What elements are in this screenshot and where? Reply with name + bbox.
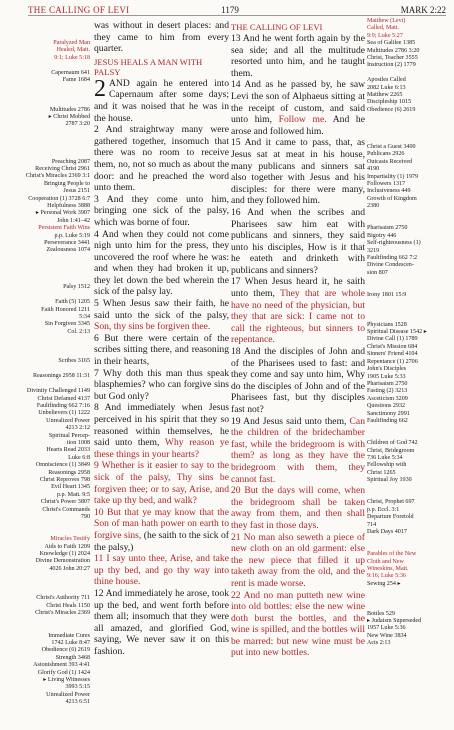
margin-note: Christ's Miracles 2369 bbox=[35, 610, 90, 617]
margin-note: Publicans 2926 bbox=[367, 151, 405, 158]
margin-note: tion 1008 bbox=[66, 439, 90, 446]
margin-note: Omniscience (1) 3849 bbox=[35, 462, 90, 469]
margin-note bbox=[367, 299, 451, 306]
verse-8: 8 And immediately when Jesus perceived in his spirit that they so reasoned within themselves, he said unto them, Why reason ye these things in your hearts? bbox=[94, 402, 229, 460]
margin-note: 1905 Luke 5:33 bbox=[367, 373, 406, 380]
margin-note: Physicians 1528 bbox=[367, 321, 407, 328]
margin-note: Called, Matt. bbox=[367, 25, 399, 32]
verse-11: 11 I say unto thee, Arise, and take up thy bed, and go thy way into thine house. bbox=[94, 553, 229, 588]
margin-note: Aids to Faith 1209 bbox=[44, 543, 90, 550]
verse-9: 9 Whether is it easier to say to the sick of the palsy, Thy sins be forgiven thee; or to say, Arise, and take up thy bed, and walk? bbox=[94, 460, 229, 507]
margin-note bbox=[2, 366, 90, 373]
margin-note: 9:1; Luke 5:18 bbox=[54, 54, 90, 61]
margin-note: 3219 bbox=[367, 247, 380, 254]
margin-note: ▸ Judaism Superseded bbox=[367, 617, 422, 624]
margin-note: Christ a Guest 3400 bbox=[367, 143, 416, 150]
margin-note bbox=[2, 255, 90, 262]
margin-note: Strength 3468 bbox=[55, 654, 90, 661]
margin-note: Christ's Miracles 2369 3:1 bbox=[25, 173, 90, 180]
margin-note bbox=[367, 536, 451, 543]
verse-16: 16 And when the scribes and Pharisees saw him eat with publicans and sinners, they said unto his disciples, How is it that he eateth and drinketh with publicans and sinners? bbox=[231, 206, 365, 276]
margin-note: Christ Heals 1150 bbox=[46, 602, 90, 609]
margin-note bbox=[367, 211, 451, 218]
margin-note bbox=[367, 307, 451, 314]
verse-1: 2 AND again he entered into Capernaum after some days; and it was noised that he was in the house. bbox=[94, 75, 229, 124]
section-heading-palsy: JESUS HEALS A MAN WITH PALSY bbox=[94, 56, 203, 77]
margin-note: Spiritual Percep- bbox=[48, 432, 90, 439]
margin-note: John's Disciples bbox=[367, 366, 407, 373]
verse-15: 15 And it came to pass, that, as Jesus sat at meat in his house, many publicans and sinners sat also together with Jesus and his disciples: for there were many, and they followed him. bbox=[231, 137, 365, 207]
margin-note: Inclusiveness 449 bbox=[367, 188, 411, 195]
margin-note: Perseverance 3441 bbox=[44, 239, 90, 246]
margin-note: Growth of Kingdom bbox=[367, 195, 417, 202]
margin-note: Zealousness 1074 bbox=[46, 247, 90, 254]
margin-note bbox=[367, 114, 451, 121]
margin-note: Departure Foretold bbox=[367, 514, 414, 521]
margin-note: Self-righteousness (1) bbox=[367, 240, 421, 247]
running-head-left: THE CALLING OF LEVI bbox=[28, 5, 130, 15]
margin-note bbox=[2, 573, 90, 580]
margin-note bbox=[367, 122, 451, 129]
verse-17: 17 When Jesus heard it, he saith unto them, They that are whole have no need of the physician, but they that are sick: I came not to call the righteous, but sinners to repentance. bbox=[231, 276, 366, 346]
margin-note: Christ's Authority 711 bbox=[36, 595, 90, 602]
margin-note: Questions 2932 bbox=[367, 403, 406, 410]
margin-note: Faith Honored 1211 bbox=[41, 306, 90, 313]
margin-note bbox=[2, 581, 90, 588]
margin-note: 4213 2:12 bbox=[65, 425, 90, 432]
margin-note: Sewing 254 ▸ bbox=[367, 580, 401, 587]
margin-note: Parables of the New bbox=[367, 551, 417, 558]
verse-10: 10 But that ye may know that the Son of man hath power on earth to forgive sins, (he saith to the sick of the palsy,) bbox=[94, 506, 229, 553]
margin-note: Fame 1684 bbox=[62, 77, 90, 84]
margin-note: John 1:41–42 bbox=[56, 217, 90, 224]
margin-note bbox=[367, 596, 451, 603]
margin-note: 714 bbox=[367, 521, 377, 528]
margin-note bbox=[2, 381, 90, 388]
margin-note: Spiritual Joy 1930 bbox=[367, 477, 412, 484]
margin-note: 790 bbox=[80, 514, 90, 520]
margin-note bbox=[367, 137, 451, 144]
margin-note bbox=[367, 218, 451, 225]
margin-note: Hearts Read 2033 bbox=[46, 447, 90, 454]
verse-6: 6 But there were certain of the scribes sitting there, and reasoning in their hearts, bbox=[94, 332, 229, 368]
margin-note: Irony 1801 15:9 bbox=[367, 292, 407, 299]
margin-note: Healed, Matt. bbox=[56, 47, 90, 54]
margin-note: Jesus 2151 bbox=[63, 188, 90, 195]
margin-note: Sinners' Friend 4104 bbox=[367, 351, 418, 358]
margin-note: Christ, Bridegroom bbox=[367, 447, 415, 454]
margin-note: Reasonings 2958 11:31 bbox=[33, 373, 90, 380]
verse-13: 13 And he went forth again by the sea side; and all the multitude resorted unto him, and he taught them. bbox=[231, 33, 365, 79]
margin-note: Unbelievers (1) 1222 bbox=[38, 410, 90, 417]
margin-note: Persistent Faith Wins bbox=[38, 225, 90, 232]
margin-note: Acts 2:13 bbox=[367, 640, 391, 647]
margin-note bbox=[367, 485, 451, 492]
margin-note bbox=[367, 285, 451, 292]
margin-note bbox=[2, 344, 90, 351]
margin-note: Pharisaism 2750 bbox=[367, 225, 408, 232]
margin-note bbox=[2, 625, 90, 632]
margin-note bbox=[2, 62, 90, 69]
text-column-1 bbox=[94, 20, 229, 657]
margin-note bbox=[2, 270, 90, 277]
margin-note bbox=[2, 84, 90, 91]
margin-note: Christ, Teacher 3555 bbox=[367, 55, 418, 62]
margin-note bbox=[367, 129, 451, 136]
margin-note: Apostles Called bbox=[367, 77, 406, 84]
margin-note: 9:9; Luke 5:27 bbox=[367, 32, 403, 39]
margin-note: Astonishment 393 4:41 bbox=[33, 662, 90, 669]
margin-note bbox=[2, 99, 90, 106]
margin-note: p.p. Luke 5:19 bbox=[54, 232, 90, 239]
margin-note: Faultfinding 662 7:16 bbox=[36, 402, 90, 409]
margin-note bbox=[2, 277, 90, 284]
margin-note: Unrealized Power bbox=[46, 417, 90, 424]
page-number: 1179 bbox=[221, 5, 239, 15]
margin-note: Discipleship 1015 bbox=[367, 99, 412, 106]
margin-note: p.p. Matt. 9:5 bbox=[56, 491, 90, 498]
margin-note: Christ's Mission 684 bbox=[367, 343, 418, 350]
margin-note: ▸ Personal Work 3907 bbox=[35, 210, 90, 217]
running-head-right: MARK 2:22 bbox=[400, 5, 446, 15]
margin-note: Miracles Testify bbox=[50, 536, 90, 543]
section-heading-levi: THE CALLING OF LEVI bbox=[231, 22, 323, 32]
text-column-2 bbox=[231, 20, 365, 659]
verse-12: 12 And immediately he arose, took up the bed, and went forth before them all; insomuch that they were all amazed, and glorified God, saying, We never saw it on this fashion. bbox=[94, 587, 229, 657]
margin-note: Obedience (6) 2619 bbox=[41, 647, 90, 654]
margin-note: Glorify God (1) 1424 bbox=[37, 669, 90, 676]
margin-note: Divine Call (1) 1789 bbox=[367, 336, 418, 343]
margin-note: Luke 6:8 bbox=[68, 454, 90, 461]
margin-note: New Wine 3834 bbox=[367, 632, 407, 639]
margin-note: Children of God 742 bbox=[367, 440, 418, 447]
margin-note: Wineskins, Matt. bbox=[367, 566, 409, 573]
margin-note: Matthew 2265 bbox=[367, 92, 403, 99]
margin-note: 4190 bbox=[367, 166, 380, 173]
margin-note bbox=[367, 277, 451, 284]
verse-4: 4 And when they could not come nigh unto him for the press, they uncovered the roof where he was: and when they had broken it up, they let down the bed wherein the sick of the palsy lay. bbox=[94, 228, 229, 298]
margin-note bbox=[2, 129, 90, 136]
margin-note bbox=[2, 351, 90, 358]
margin-note: Repentance (1) 2706 bbox=[367, 358, 418, 365]
verse-21: 21 No man also seweth a piece of new cloth on an old garment: else the new piece that filled it up taketh away from the old, and the rent is made worse. bbox=[231, 531, 365, 589]
verse-14: 14 And as he passed by, he saw Levi the son of Alphaeus sitting at the receipt of custom, and said unto him, Follow me. And he arose and followed him. bbox=[231, 79, 365, 137]
margin-note: Fasting (2) 3213 bbox=[367, 388, 408, 395]
margin-note: 2787 3:20 bbox=[65, 121, 90, 128]
verse-22: 22 And no man putteth new wine into old bottles: else the new wine doth burst the bottles, and the wine is spilled, and the bottles will be marred: but new wine must be put into new bottles. bbox=[231, 589, 365, 659]
margin-note: Christ, Prophet 697 bbox=[367, 499, 415, 506]
margin-note: sion 807 bbox=[367, 269, 388, 276]
margin-note: Multitudes 2786 3:20 bbox=[367, 47, 420, 54]
margin-note: Bottles 529 bbox=[367, 610, 395, 617]
margin-note: 5:34 bbox=[79, 314, 90, 321]
margin-note: 736 Luke 5:34 bbox=[367, 454, 403, 461]
margin-note: Capernaum 641 bbox=[51, 69, 90, 76]
verse-18: 18 And the disciples of John and of the Pharisees used to fast: and they come and say unto him, Why do the disciples of John and of the Pharisees fast, but thy disciples fast not? bbox=[231, 346, 365, 415]
margin-note: Divine Demonstration bbox=[35, 558, 90, 565]
margin-note bbox=[367, 492, 451, 499]
verse-5: 5 When Jesus saw their faith, he said unto the sick of the palsy, Son, thy sins be forgiven thee. bbox=[94, 298, 229, 333]
margin-note: Faultfinding 662 bbox=[367, 417, 408, 424]
margin-note bbox=[2, 336, 90, 343]
margin-note: Bringing People to bbox=[43, 180, 90, 187]
margin-note: Reasonings 2958 bbox=[48, 469, 90, 476]
margin-note: Divinity Challenged 1149 bbox=[26, 388, 90, 395]
margin-note: Unrealized Power bbox=[46, 691, 90, 698]
verse-20: 20 But the days will come, when the bridegroom shall be taken away from them, and then shall they fast in those days. bbox=[231, 485, 365, 531]
margin-note: Sin Forgiven 3345 bbox=[44, 321, 90, 328]
margin-note: 4213 6:51 bbox=[65, 699, 90, 706]
margin-note: 3993 5:15 bbox=[65, 684, 90, 691]
margin-note: 9:16; Luke 5:36 bbox=[367, 573, 406, 580]
margin-note: Christ's Commands bbox=[42, 506, 90, 513]
margin-note bbox=[367, 425, 451, 432]
margin-note: Cooperation (1) 3728 6:7 bbox=[28, 195, 90, 202]
left-margin-references bbox=[2, 40, 90, 707]
margin-note bbox=[2, 144, 90, 151]
margin-note: Paralyzed Man bbox=[53, 40, 90, 46]
margin-note: Sea of Galilee 1385 bbox=[367, 40, 416, 47]
margin-note bbox=[2, 618, 90, 625]
margin-note bbox=[367, 603, 451, 610]
margin-note: Faultfinding 662 7:2 bbox=[367, 255, 418, 261]
margin-note: Christ 1265 bbox=[367, 469, 396, 476]
margin-note: Preaching 2087 bbox=[51, 158, 90, 165]
margin-note: Scribes 3165 bbox=[58, 358, 90, 365]
right-margin-references bbox=[367, 18, 451, 648]
verse-2: 2 And straightway many were gathered together, insomuch that there was no room to receive them, no, not so much as about the door: and he preached the word unto them. bbox=[94, 124, 229, 194]
margin-note: Outcasts Received bbox=[367, 158, 413, 165]
margin-note: Knowledge (1) 2024 bbox=[39, 551, 90, 558]
margin-note: Spiritual Disease 1542 ▸ bbox=[367, 329, 427, 336]
margin-note: 4026 John 20:27 bbox=[49, 565, 90, 572]
verse-7: 7 Why doth this man thus speak blasphemies? who can forgive sins but God only? bbox=[94, 367, 229, 402]
margin-note: Faith (5) 1205 bbox=[55, 299, 90, 306]
margin-note: Obedience (6) 2619 bbox=[367, 106, 416, 113]
margin-note bbox=[2, 588, 90, 595]
margin-note: Bigotry 446 bbox=[367, 232, 397, 239]
margin-note: Christ Defamed 4137 bbox=[37, 395, 90, 402]
margin-note: Dark Days 4017 bbox=[367, 529, 407, 536]
margin-note: Pharisaism 2750 bbox=[367, 380, 408, 387]
margin-note: Immediate Cures bbox=[48, 632, 90, 639]
margin-note: Asceticism 3209 bbox=[367, 395, 408, 402]
margin-note bbox=[2, 521, 90, 528]
margin-note: Cloth and New bbox=[367, 558, 404, 565]
margin-note bbox=[2, 136, 90, 143]
margin-note: Col. 2:13 bbox=[67, 328, 90, 335]
margin-note: ▸ Living Witnesses bbox=[43, 676, 90, 683]
margin-note: 1742 Luke 8:47 bbox=[51, 639, 90, 646]
margin-note: Followers 1317 bbox=[367, 180, 406, 187]
margin-note: Divine Condescen- bbox=[367, 262, 414, 269]
margin-note: Christ Reproves 798 bbox=[39, 476, 90, 483]
margin-note: Christ's Power 3807 bbox=[40, 499, 90, 506]
margin-note: Palsy 1512 bbox=[63, 284, 90, 291]
margin-note bbox=[367, 70, 451, 77]
margin-note: p.p. Eccl. 3:1 bbox=[367, 506, 400, 513]
margin-note: Impartiality (1) 1979 bbox=[367, 173, 419, 180]
verse-3: 3 And they come unto him, bringing one sick of the palsy, which was borne of four. bbox=[94, 193, 229, 228]
margin-note: Sanctimony 2991 bbox=[367, 410, 410, 417]
margin-note bbox=[2, 92, 90, 99]
margin-note: 1957 Luke 5:36 bbox=[367, 625, 406, 632]
margin-note bbox=[2, 151, 90, 158]
margin-note: Fellowship with bbox=[367, 462, 407, 469]
margin-note bbox=[367, 588, 451, 595]
margin-note bbox=[367, 314, 451, 321]
margin-note: Receiving Christ 2961 bbox=[35, 165, 90, 172]
margin-note: Multitudes 2786 bbox=[49, 106, 90, 113]
header-rule bbox=[28, 15, 446, 16]
margin-note bbox=[2, 262, 90, 269]
chapter-number: 2 bbox=[94, 75, 106, 102]
verse-19: 19 And Jesus said unto them, Can the children of the bridechamber fast, while the bridegroom is with them? as long as they have the bridegroom with them, they cannot fast. bbox=[231, 415, 365, 485]
margin-note: Instruction (2) 1779 bbox=[367, 62, 416, 69]
verse-intro: was without in desert places: and they came to him from every quarter. bbox=[94, 20, 229, 55]
margin-note: 2380 bbox=[367, 203, 380, 210]
margin-note: Matthew (Levi) bbox=[367, 18, 406, 24]
margin-note: 2082 Luke 6:13 bbox=[367, 84, 406, 91]
margin-note: Helpfulness 3888 bbox=[47, 202, 90, 209]
margin-note: ▸ Christ Mobbed bbox=[48, 114, 90, 121]
margin-note: Evil Heart 1345 bbox=[51, 484, 90, 491]
